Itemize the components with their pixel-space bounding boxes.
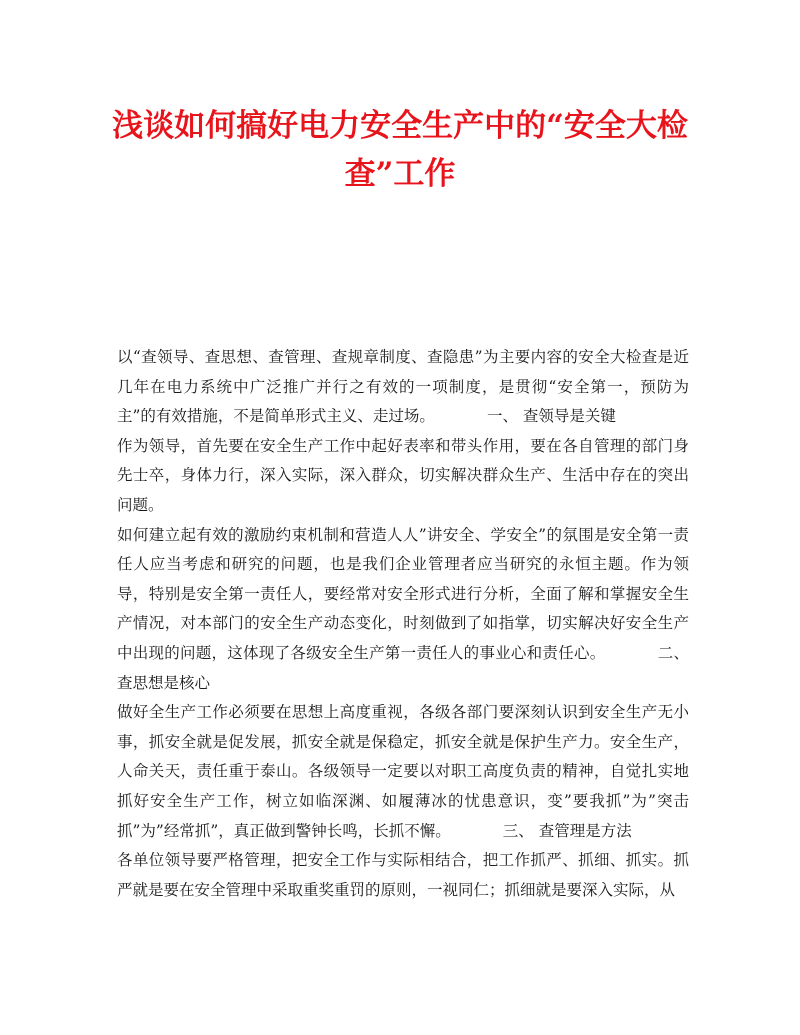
paragraph-5-text: 各单位领导要严格管理，把安全工作与实际相结合，把工作抓严、抓细、抓实。抓严就是要在安全管理中采取重奖重罚的原则，一视同仁；抓细就是要深入实际，从 <box>117 851 689 899</box>
paragraph-3 <box>117 521 689 699</box>
section-heading-3: 三、 查管理是方法 <box>502 821 632 840</box>
paragraph-5 <box>117 846 689 905</box>
paragraph-2-text: 作为领导，首先要在安全生产工作中起好表率和带头作用，要在各自管理的部门身先士卒，身体力行，深入实际，深入群众，切实解决群众生产、生活中存在的突出问题。 <box>117 436 689 514</box>
paragraph-1-text: 以“查领导、查思想、查管理、查规章制度、查隐患”为主要内容的安全大检查是近几年在电力系统中广泛推广并行之有效的一项制度，是贯彻“安全第一，预防为主”的有效措施，不是简单形式主义、走过场。 <box>117 348 689 426</box>
paragraph-1 <box>117 343 689 432</box>
paragraph-4 <box>117 698 689 846</box>
section-heading-1: 一、 查领导是关键 <box>486 407 616 426</box>
section-heading-2: 二、 查思想是核心 <box>117 643 689 692</box>
paragraph-3-text: 如何建立起有效的激励约束机制和营造人人”讲安全、学安全”的氛围是安全第一责任人应当考虑和研究的问题，也是我们企业管理者应当研究的永恒主题。作为领导，特别是安全第一责任人，要经常对安全形式进行分析，全面了解和掌握安全生产情况，对本部门的安全生产动态变化，时刻做到了如指掌，切实解决好安全生产中出现的问题，这体现了各级安全生产第一责任人的事业心和责任心。 <box>117 525 689 662</box>
paragraph-2 <box>117 432 689 521</box>
document-body <box>117 343 689 905</box>
paragraph-4-text: 做好全生产工作必须要在思想上高度重视，各级各部门要深刻认识到安全生产无小事，抓安全就是促发展，抓安全就是保稳定，抓安全就是保护生产力。安全生产，人命关天，责任重于泰山。各级领导一定要以对职工高度负责的精神，自觉扎实地抓好安全生产工作，树立如临深渊、如履薄冰的忧患意识，变”要我抓”为”突击抓”为”经常抓”，真正做到警钟长鸣，长抓不懈。 <box>117 703 689 840</box>
document-title: 浅谈如何搞好电力安全生产中的“安全大检查”工作 <box>112 108 688 192</box>
